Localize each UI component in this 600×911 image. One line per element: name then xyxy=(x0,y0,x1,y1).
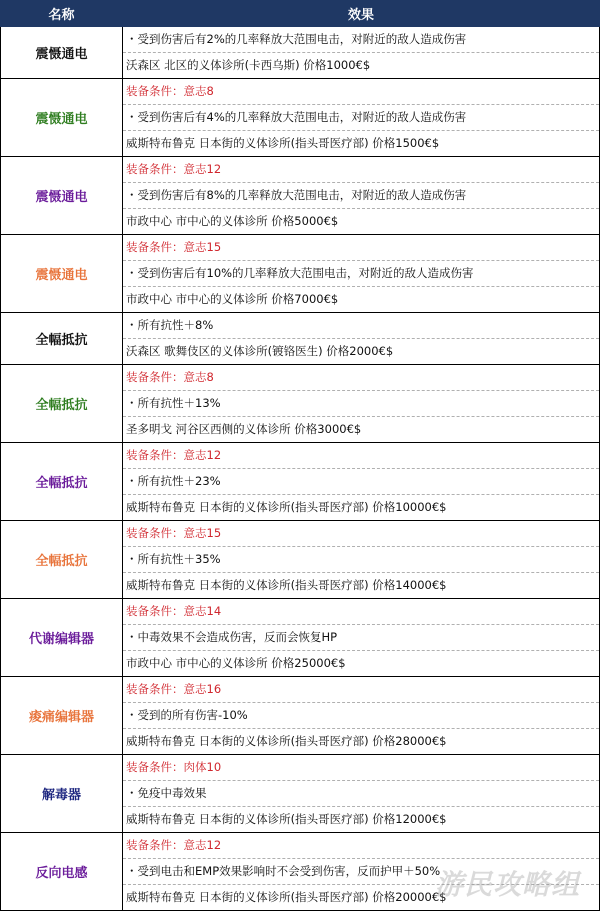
cyberware-name: 全幅抵抗 xyxy=(1,313,123,365)
requirement-text: 装备条件：意志14 xyxy=(123,599,599,625)
effect-text: ・受到伤害后有10%的几率释放大范围电击，对附近的敌人造成伤害 xyxy=(123,261,599,287)
table-row xyxy=(1,365,600,443)
effect-cell xyxy=(123,443,600,521)
effect-cell xyxy=(123,157,600,235)
requirement-text: 装备条件：意志8 xyxy=(123,365,599,391)
location-price-text: 沃森区 歌舞伎区的义体诊所(镀铬医生) 价格2000€$ xyxy=(126,344,394,358)
requirement-text: 装备条件：肉体10 xyxy=(123,755,599,781)
effect-text: ・受到伤害后有4%的几率释放大范围电击，对附近的敌人造成伤害 xyxy=(123,105,599,131)
requirement-text: 装备条件：意志16 xyxy=(123,677,599,703)
effect-cell xyxy=(123,27,600,79)
location-price-text: 威斯特布鲁克 日本街的义体诊所(指头哥医疗部) 价格1500€$ xyxy=(126,136,440,150)
cyberware-name: 反向电感 xyxy=(1,833,123,911)
table-row xyxy=(1,677,600,755)
table-row xyxy=(1,235,600,313)
table-body xyxy=(1,27,600,911)
effect-text: ・所有抗性＋13% xyxy=(123,391,599,417)
effect-cell xyxy=(123,79,600,157)
location-price-text: 威斯特布鲁克 日本街的义体诊所(指头哥医疗部) 价格14000€$ xyxy=(126,578,447,592)
location-price-text: 市政中心 市中心的义体诊所 价格5000€$ xyxy=(126,214,339,228)
table-row xyxy=(1,157,600,235)
table-row xyxy=(1,599,600,677)
requirement-text: 装备条件：意志8 xyxy=(123,79,599,105)
location-price-text: 沃森区 北区的义体诊所(卡西乌斯) 价格1000€$ xyxy=(126,58,371,72)
effect-cell xyxy=(123,599,600,677)
cyberware-name: 震慑通电 xyxy=(1,157,123,235)
effect-text: ・受到伤害后有2%的几率释放大范围电击，对附近的敌人造成伤害 xyxy=(123,27,599,53)
location-price-text: 威斯特布鲁克 日本街的义体诊所(指头哥医疗部) 价格12000€$ xyxy=(126,812,447,826)
cyberware-name: 解毒器 xyxy=(1,755,123,833)
effect-text: ・所有抗性＋8% xyxy=(123,313,599,339)
table-row xyxy=(1,27,600,79)
effect-text: ・受到伤害后有8%的几率释放大范围电击，对附近的敌人造成伤害 xyxy=(123,183,599,209)
requirement-text: 装备条件：意志12 xyxy=(123,833,599,859)
location-price-text: 威斯特布鲁克 日本街的义体诊所(指头哥医疗部) 价格28000€$ xyxy=(126,734,447,748)
effect-cell xyxy=(123,677,600,755)
effect-cell xyxy=(123,833,600,911)
cyberware-name: 全幅抵抗 xyxy=(1,521,123,599)
location-price-text: 市政中心 市中心的义体诊所 价格25000€$ xyxy=(126,656,346,670)
cyberware-name: 痠痛编辑器 xyxy=(1,677,123,755)
cyberware-name: 震慑通电 xyxy=(1,27,123,79)
table-header-row xyxy=(1,1,600,27)
column-header-effect: 效果 xyxy=(123,1,600,27)
effect-cell xyxy=(123,235,600,313)
effect-cell xyxy=(123,313,600,365)
effect-text: ・受到的所有伤害-10% xyxy=(123,703,599,729)
cyberware-name: 代谢编辑器 xyxy=(1,599,123,677)
effect-cell xyxy=(123,755,600,833)
requirement-text: 装备条件：意志15 xyxy=(123,521,599,547)
table-row xyxy=(1,833,600,911)
requirement-text: 装备条件：意志15 xyxy=(123,235,599,261)
effect-text: ・免疫中毒效果 xyxy=(123,781,599,807)
watermark-logo: 游民攻略组 xyxy=(434,868,580,901)
table-row xyxy=(1,755,600,833)
effect-text: ・所有抗性＋35% xyxy=(123,547,599,573)
cyberware-name: 全幅抵抗 xyxy=(1,365,123,443)
effect-cell xyxy=(123,365,600,443)
cyberware-name: 震慑通电 xyxy=(1,235,123,313)
location-price-text: 市政中心 市中心的义体诊所 价格7000€$ xyxy=(126,292,339,306)
table-row xyxy=(1,313,600,365)
cyberware-name: 震慑通电 xyxy=(1,79,123,157)
table-row xyxy=(1,443,600,521)
table-row xyxy=(1,521,600,599)
table-row xyxy=(1,79,600,157)
requirement-text: 装备条件：意志12 xyxy=(123,443,599,469)
column-header-name: 名称 xyxy=(1,1,123,27)
effect-text: ・中毒效果不会造成伤害，反而会恢复HP xyxy=(123,625,599,651)
effect-text: ・所有抗性＋23% xyxy=(123,469,599,495)
location-price-text: 威斯特布鲁克 日本街的义体诊所(指头哥医疗部) 价格10000€$ xyxy=(126,500,447,514)
effect-cell xyxy=(123,521,600,599)
requirement-text: 装备条件：意志12 xyxy=(123,157,599,183)
location-price-text: 威斯特布鲁克 日本街的义体诊所(指头哥医疗部) 价格20000€$ xyxy=(126,890,447,904)
location-price-text: 圣多明戈 河谷区西侧的义体诊所 价格3000€$ xyxy=(126,422,362,436)
cyberware-name: 全幅抵抗 xyxy=(1,443,123,521)
effect-text: ・受到电击和EMP效果影响时不会受到伤害，反而护甲＋50% xyxy=(123,859,599,885)
